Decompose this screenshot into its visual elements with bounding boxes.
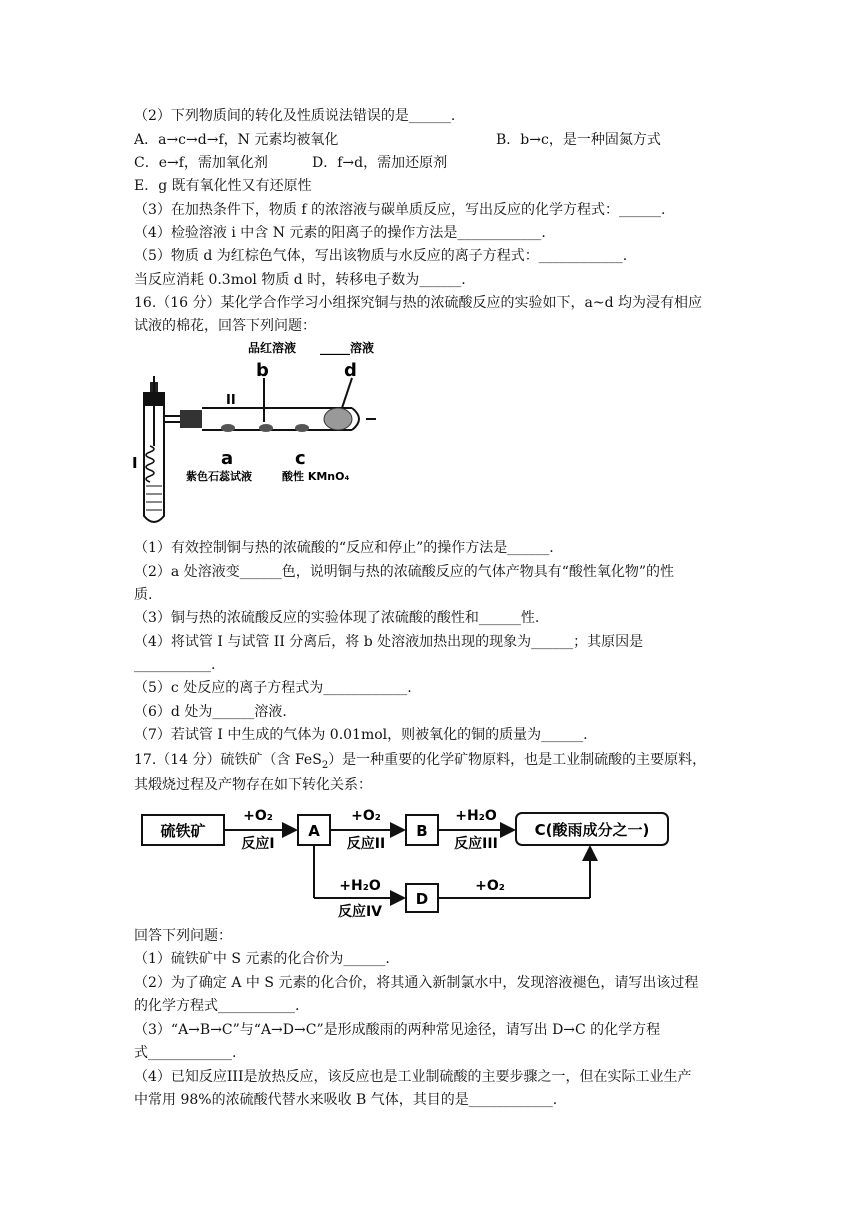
q17-intro-cont: 其煅烧过程及产物存在如下转化关系： — [134, 777, 372, 793]
q16-part1: （1）有效控制铜与热的浓硫酸的“反应和停止”的操作方法是______. — [134, 540, 554, 556]
q17-answer-prompt: 回答下列问题： — [134, 928, 232, 944]
cotton-d — [324, 408, 352, 430]
q17-intro-b: ）是一种重要的化学矿物原料，也是工业制硫酸的主要原料， — [328, 752, 707, 768]
flow-diagram — [138, 800, 678, 920]
label-o2-1: +O₂ — [243, 808, 273, 824]
label-d: d — [344, 360, 357, 381]
label-reaction-3: 反应III — [454, 836, 498, 852]
apparatus-figure — [130, 336, 390, 530]
q17-part2-cont: 的化学方程式___________. — [134, 998, 300, 1014]
text-ore: 硫铁矿 — [160, 822, 206, 840]
q15-option-b: B．b→c，是一种固氮方式 — [496, 132, 661, 148]
label-tube-i: I — [132, 454, 138, 472]
q16-intro: 16.（16 分）某化学合作学习小组探究铜与热的浓硫酸反应的实验如下，a~d 均为浸有相应 — [134, 295, 703, 311]
label-o2-2: +O₂ — [351, 808, 381, 824]
label-unknown-solution: _____溶液 — [320, 341, 375, 355]
label-b: b — [256, 360, 269, 381]
q15-part5: （5）物质 d 为红棕色气体，写出该物质与水反应的离子方程式：____________. — [134, 248, 628, 264]
text-b: B — [416, 822, 428, 840]
q17-part2: （2）为了确定 A 中 S 元素的化合价，将其通入新制氯水中，发现溶液褪色，请写出该过程 — [134, 975, 699, 991]
label-pinhong: 品红溶液 — [248, 341, 297, 355]
label-reaction-1: 反应I — [241, 836, 275, 852]
label-reaction-4: 反应IV — [337, 904, 383, 920]
q15-part5-followup: 当反应消耗 0.3mol 物质 d 时，转移电子数为______. — [134, 272, 466, 288]
label-o2-5: +O₂ — [475, 878, 505, 894]
label-h2o-3: +H₂O — [455, 808, 497, 824]
q16-intro-cont: 试液的棉花，回答下列问题： — [134, 318, 316, 334]
q15-option-c: C．e→f，需加氧化剂 — [134, 155, 268, 171]
cotton-a — [221, 424, 235, 432]
connector-stopper — [180, 410, 202, 428]
q17-part1: （1）硫铁矿中 S 元素的化合价为______. — [134, 951, 390, 967]
q15-part3: （3）在加热条件下，物质 f 的浓溶液与碳单质反应，写出反应的化学方程式：______. — [134, 202, 666, 218]
q16-part4: （4）将试管 I 与试管 II 分离后，将 b 处溶液加热出现的现象为______；其原因是 — [134, 634, 644, 650]
label-h2o-4: +H₂O — [339, 878, 381, 894]
q16-part5: （5）c 处反应的离子方程式为____________. — [134, 680, 412, 696]
q17-part3: （3）“A→B→C”与“A→D→C”是形成酸雨的两种常见途径，请写出 D→C 的化学方程 — [134, 1022, 661, 1038]
text-a: A — [308, 822, 320, 840]
q16-part4-cont: ___________. — [134, 657, 216, 673]
label-reaction-2: 反应II — [346, 836, 386, 852]
q17-part4: （4）已知反应III是放热反应，该反应也是工业制硫酸的主要步骤之一，但在实际工业生产 — [134, 1069, 692, 1085]
text-d: D — [415, 890, 429, 908]
q15-part4: （4）检验溶液 i 中含 N 元素的阳离子的操作方法是____________. — [134, 225, 546, 241]
q17-intro-a: 17.（14 分）硫铁矿（含 FeS — [134, 752, 322, 768]
label-kmno4: 酸性 KMnO₄ — [282, 470, 350, 483]
cotton-b — [259, 424, 273, 432]
q15-option-e: E．g 既有氧化性又有还原性 — [134, 178, 312, 194]
label-c: c — [295, 448, 306, 469]
q17-intro-sub: 2 — [321, 759, 329, 771]
label-shirui: 紫色石蕊试液 — [186, 470, 252, 483]
q16-part7: （7）若试管 I 中生成的气体为 0.01mol，则被氧化的铜的质量为______. — [134, 727, 588, 743]
q15-option-d: D．f→d，需加还原剂 — [312, 155, 448, 171]
cotton-c — [295, 424, 309, 432]
q15-part2: （2）下列物质间的转化及性质说法错误的是______. — [134, 108, 456, 124]
text-c: C(酸雨成分之一) — [534, 821, 650, 839]
q17-intro — [134, 750, 706, 776]
q16-part2-cont: 质. — [134, 587, 153, 603]
q15-option-a: A．a→c→d→f，N 元素均被氧化 — [134, 132, 339, 148]
q17-part3-cont: 式____________. — [134, 1045, 237, 1061]
q16-part2: （2）a 处溶液变______色，说明铜与热的浓硫酸反应的气体产物具有“酸性氧化物”的性 — [134, 564, 675, 580]
copper-coil — [146, 446, 154, 482]
q17-part4-cont: 中常用 98%的浓硫酸代替水来吸收 B 气体，其目的是____________. — [134, 1092, 558, 1108]
label-tube-ii: II — [226, 393, 236, 408]
label-a: a — [221, 448, 234, 469]
q16-part6: （6）d 处为______溶液. — [134, 704, 287, 720]
q16-part3: （3）铜与热的浓硫酸反应的实验体现了浓硫酸的酸性和______性. — [134, 610, 540, 626]
